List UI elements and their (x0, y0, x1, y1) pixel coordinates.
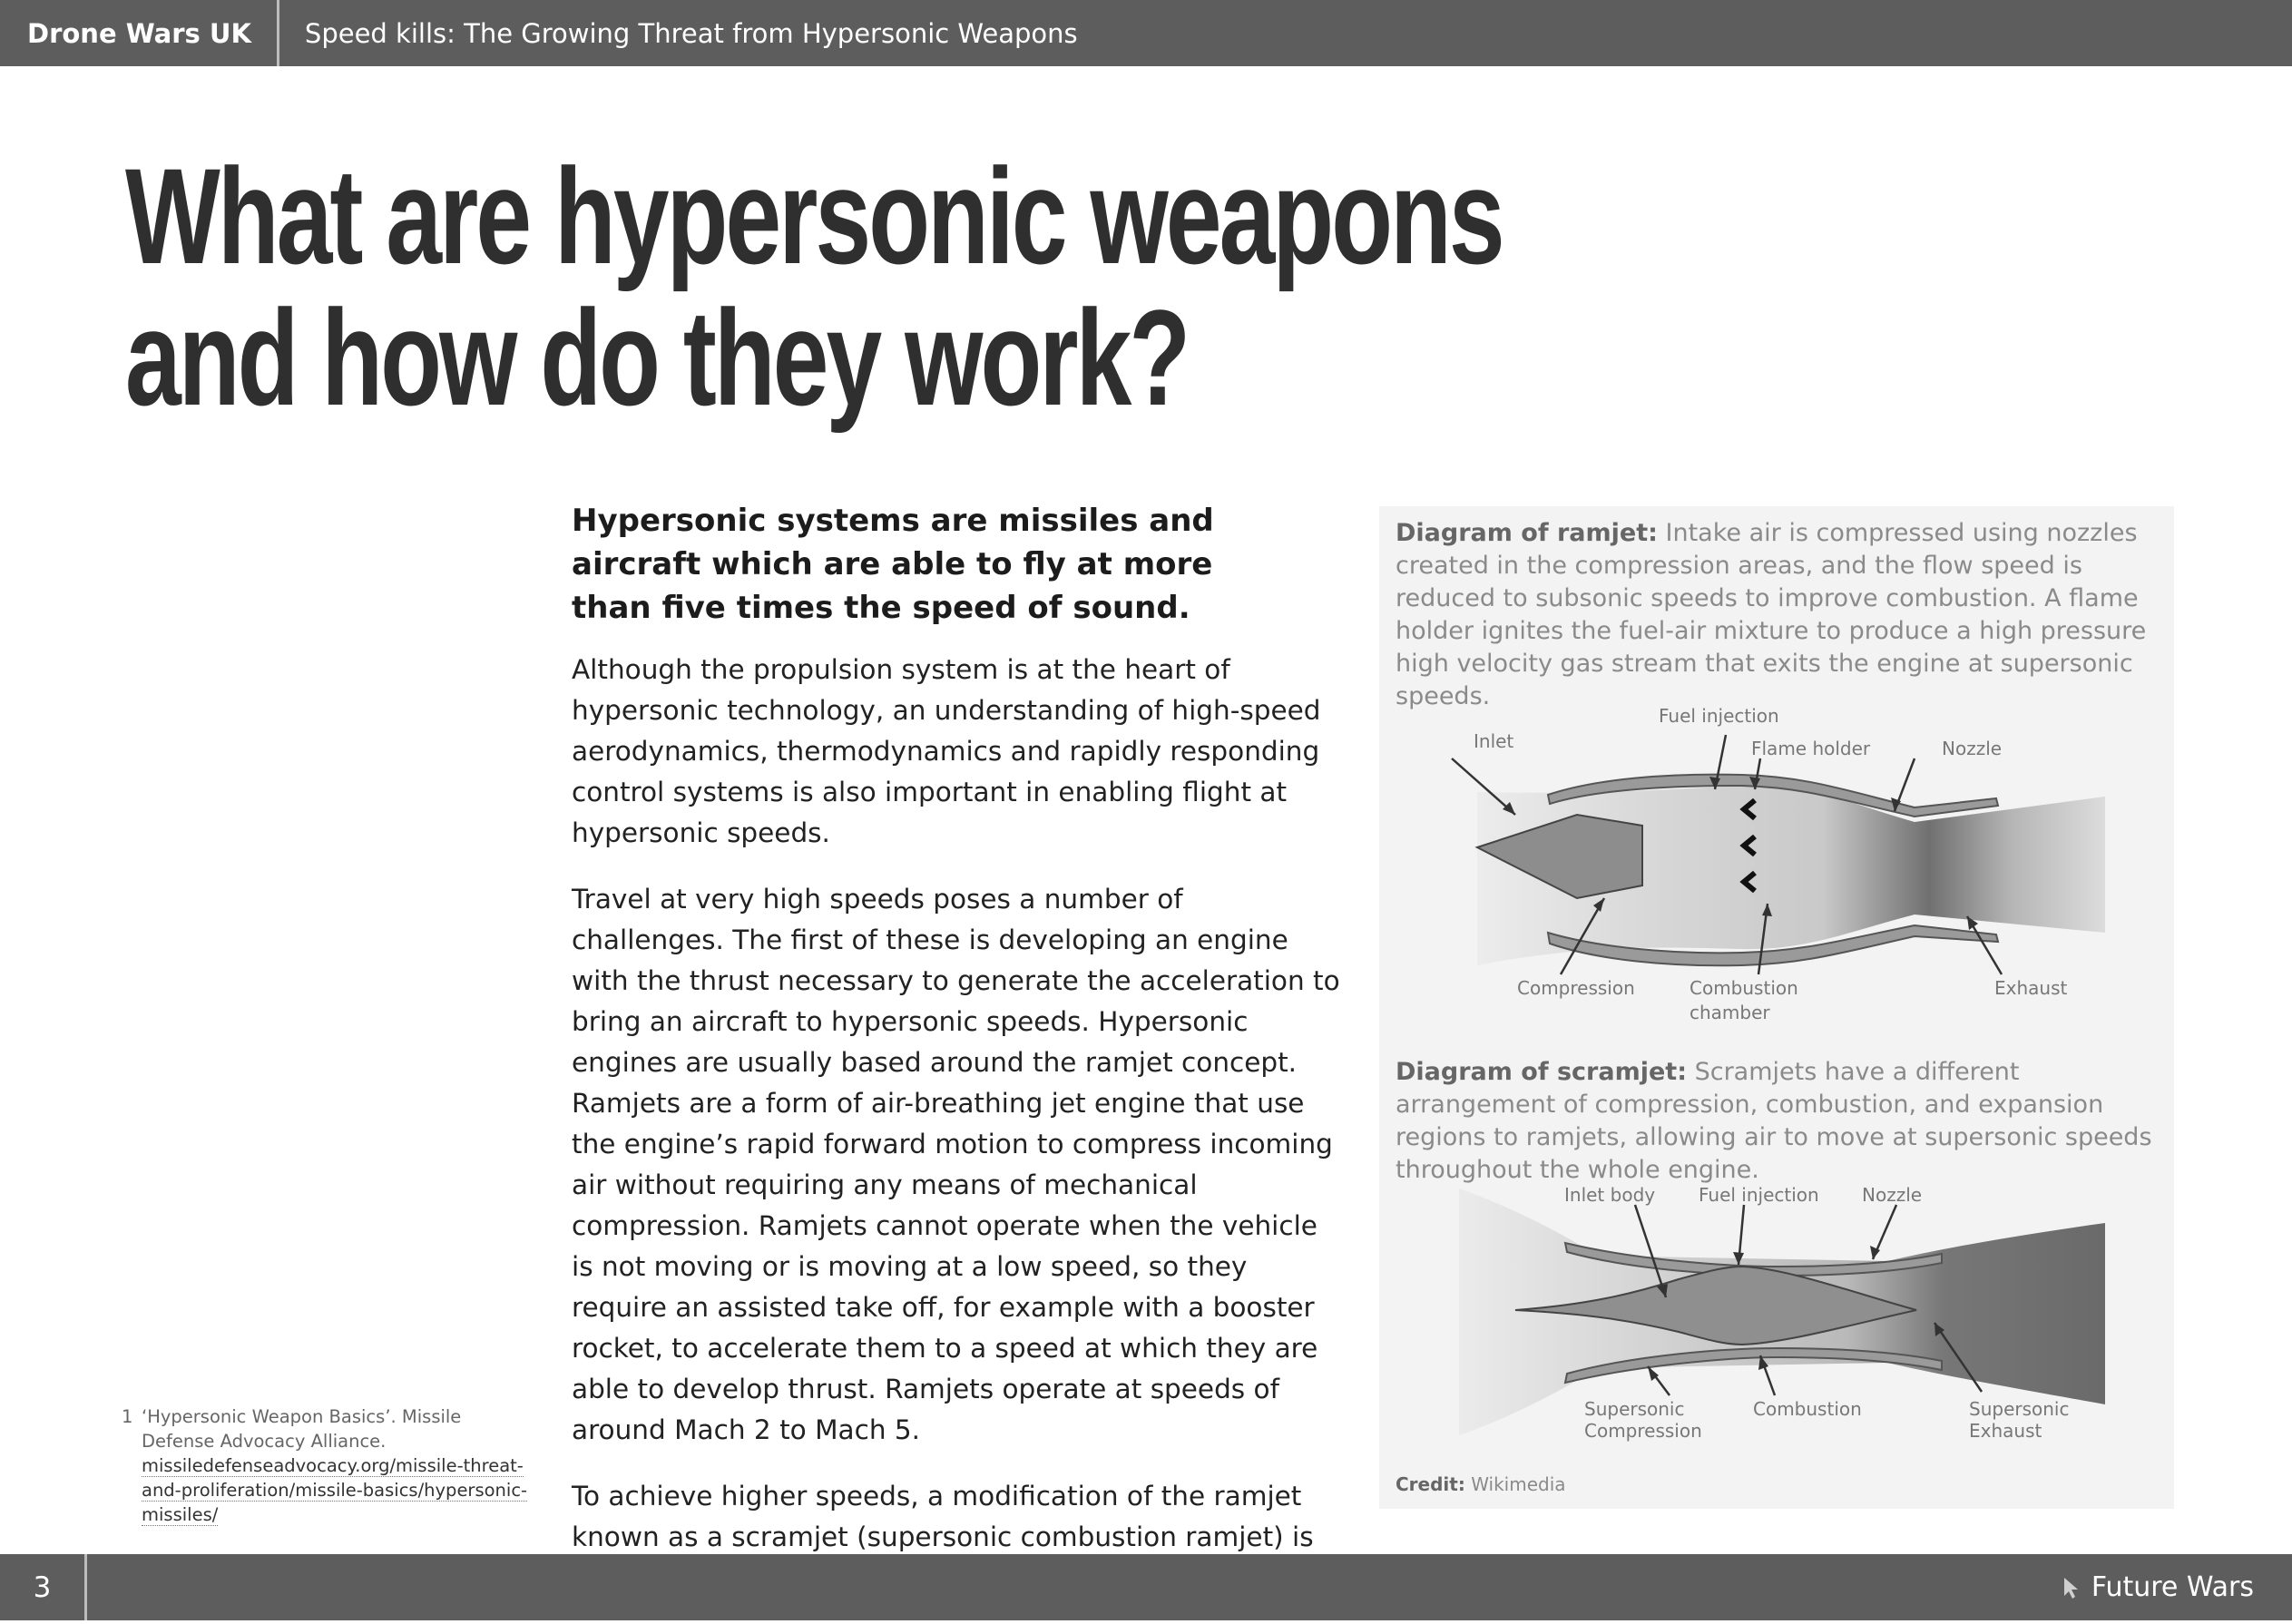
ramjet-caption-text: Intake air is compressed using nozzles created in the compression areas, and the flow speed is reduced to subsonic speeds to improve combustion. A flame holder ignites the fuel-air mixture to produce a high pressure high velocity gas stream that exits the engine at supersonic speeds. (1396, 519, 2147, 710)
footnote-text (122, 1404, 537, 1527)
lead-paragraph: Hypersonic systems are missiles and aircraft which are able to fly at more than five times the speed of sound. (572, 503, 1214, 626)
footnote-link[interactable]: missiledefenseadvocacy.org/missile-threat-and-proliferation/missile-basics/hypersonic-missiles/ (142, 1455, 528, 1525)
image-credit (1396, 1473, 1566, 1495)
heading-line-2: and how do they work? (125, 281, 1189, 434)
cursor-arrow-icon (2062, 1576, 2082, 1600)
scramjet-label-inlet-body: Inlet body (1564, 1184, 1656, 1206)
scramjet-label-supersonic-1: Supersonic (1584, 1398, 1685, 1420)
footnote (122, 1404, 537, 1527)
publication-name-container[interactable] (2062, 1554, 2254, 1620)
header-bar (0, 0, 2292, 66)
footnote-citation: ‘Hypersonic Weapon Basics’. Missile Defense Advocacy Alliance. (142, 1406, 462, 1452)
page-heading (125, 140, 1503, 434)
body-paragraph: Although the propulsion system is at the heart of hypersonic technology, an understanding of high-speed aerodynamics, thermodynamics and rapidly responding control systems is also important in enabling flight at hypersonic speeds. (572, 654, 1321, 848)
body-column (572, 499, 1343, 1624)
ramjet-caption (1396, 517, 2158, 713)
publication-name: Future Wars (2091, 1571, 2254, 1603)
page-number: 3 (0, 1554, 87, 1620)
ramjet-label-exhaust: Exhaust (1994, 977, 2068, 999)
scramjet-label-nozzle: Nozzle (1862, 1184, 1923, 1206)
ramjet-label-flame-holder: Flame holder (1751, 738, 1871, 759)
ramjet-label-fuel-injection: Fuel injection (1659, 705, 1779, 727)
scramjet-caption-label: Diagram of scramjet: (1396, 1058, 1687, 1086)
footnote-number: 1 (122, 1406, 133, 1427)
ramjet-diagram (1379, 688, 2174, 1032)
diagram-panel (1379, 506, 2174, 1509)
ramjet-caption-label: Diagram of ramjet: (1396, 519, 1658, 547)
ramjet-label-inlet: Inlet (1474, 730, 1514, 752)
ramjet-label-chamber: chamber (1690, 1002, 1770, 1023)
body-paragraph: Travel at very high speeds poses a number of challenges. The first of these is developing an engine with the thrust necessary to generate the acceleration to bring an aircraft to hypersonic speeds. Hypersonic engines are usually based around the ramjet concept. Ramjets are a form of air-breathing jet engine that use the engine’s rapid forward motion to compress incoming air without requiring any means of mechanical compression. Ramjets cannot operate when the vehicle is not moving or is moving at a low speed, so they require an assisted take off, for example with a booster rocket, to accelerate them to a speed at which they are able to develop thrust. Ramjets operate at speeds of around Mach 2 to Mach 5. (572, 884, 1340, 1445)
scramjet-diagram (1379, 1178, 2174, 1450)
scramjet-label-fuel-injection: Fuel injection (1699, 1184, 1819, 1206)
document-title: Speed kills: The Growing Threat from Hypersonic Weapons (304, 17, 1078, 49)
credit-source: Wikimedia (1471, 1473, 1566, 1495)
ramjet-label-combustion: Combustion (1690, 977, 1798, 999)
footer-bar (0, 1554, 2292, 1620)
credit-label: Credit: (1396, 1473, 1465, 1495)
scramjet-caption-text: Scramjets have a different arrangement of compression, combustion, and expansion regions to ramjets, allowing air to move at supersonic speeds throughout the whole engine. (1396, 1058, 2152, 1184)
scramjet-label-supersonic-2: Supersonic (1969, 1398, 2070, 1420)
scramjet-label-compression: Compression (1584, 1420, 1702, 1442)
ramjet-label-compression: Compression (1517, 977, 1635, 999)
scramjet-label-combustion: Combustion (1753, 1398, 1862, 1420)
scramjet-label-exhaust: Exhaust (1969, 1420, 2042, 1442)
scramjet-caption (1396, 1056, 2158, 1187)
ramjet-label-nozzle: Nozzle (1942, 738, 2003, 759)
site-brand[interactable]: Drone Wars UK (0, 0, 279, 66)
heading-line-1: What are hypersonic weapons (125, 140, 1503, 292)
body-paragraph: To achieve higher speeds, a modification of the ramjet known as a scramjet (supersonic combustion ramjet) is (572, 1481, 1314, 1552)
